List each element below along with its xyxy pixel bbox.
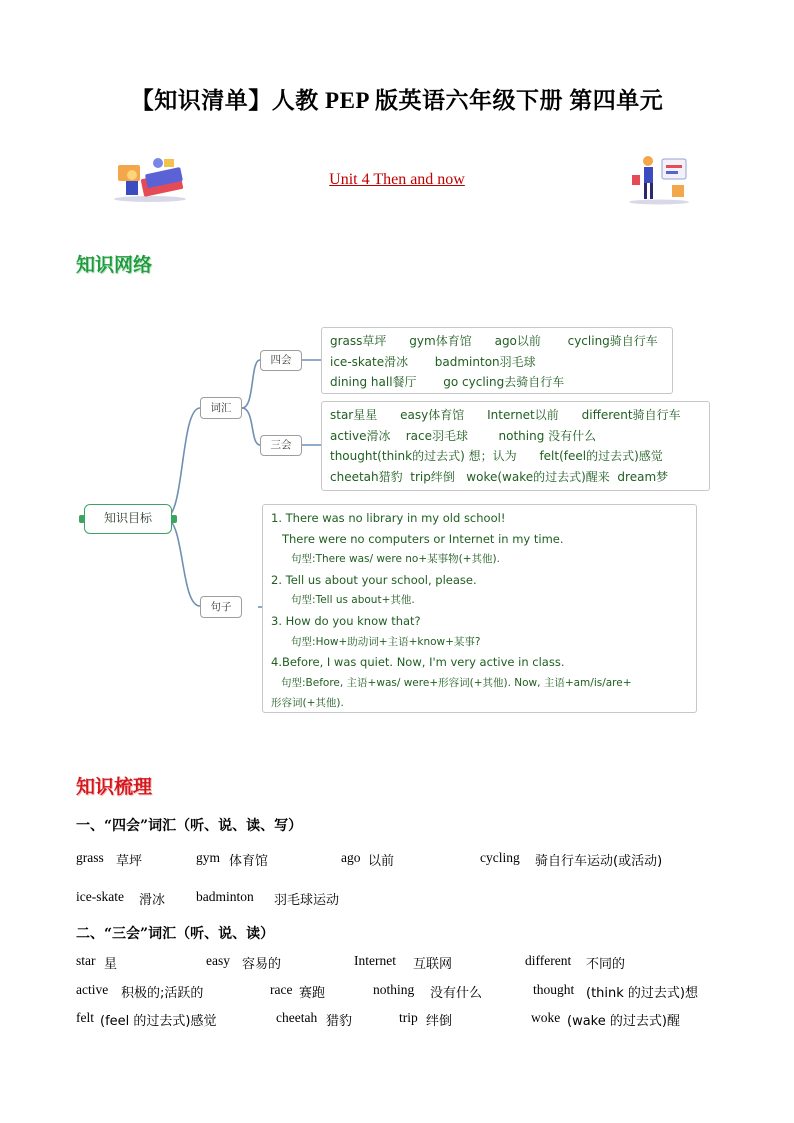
word-en: felt (76, 1010, 94, 1025)
vocab-line: star星星 easy体育馆 Internet以前 different骑自行车 (330, 408, 681, 422)
three-skills-vocab-box (321, 401, 710, 491)
sentence-line: 句型:There was/ were no+某事物(+其他). (271, 553, 500, 566)
sentence-line: 1. There was no library in my old school! (271, 511, 506, 525)
word-cn: 积极的;活跃的 (121, 986, 204, 1001)
word-cn: 绊倒 (426, 1014, 453, 1029)
sentence-line: 句型:Tell us about+其他. (271, 594, 415, 607)
vocab-label: 词汇 (210, 402, 232, 414)
mindmap-three-skills-node (260, 435, 302, 456)
word-cn: 以前 (368, 854, 395, 869)
sentence-line: 4.Before, I was quiet. Now, I'm very active in class. (271, 655, 565, 670)
vocab-line: dining hall餐厅 go cycling去骑自行车 (330, 375, 565, 389)
part2-heading: 二、“三会”词汇（听、说、读） (76, 926, 275, 942)
word-en: ice-skate (76, 889, 124, 904)
word-cn: 容易的 (242, 957, 282, 972)
word-cn: 骑自行车运动(或活动) (535, 854, 663, 869)
sentence-line: 3. How do you know that? (271, 613, 421, 628)
sentences-label: 句子 (210, 601, 232, 613)
section-heading-network: 知识网络 (76, 254, 153, 276)
word-en: nothing (373, 982, 415, 997)
vocab-line: ice-skate滑冰 badminton羽毛球 (330, 354, 536, 369)
vocab-line: grass草坪 gym体育馆 ago以前 cycling骑自行车 (330, 334, 658, 348)
sentence-line: 句型:Before, 主语+was/ were+形容词(+其他). Now, 主语+am/is/are+ (271, 676, 632, 689)
word-en: different (525, 953, 572, 968)
vocab-row (76, 1010, 736, 1032)
word-cn: (think 的过去式)想 (586, 986, 698, 1001)
vocab-line: thought(think的过去式) 想；认为 felt(feel的过去式)感觉 (330, 449, 663, 463)
mindmap-vocab-node (200, 397, 242, 419)
word-cn: 赛跑 (299, 986, 326, 1001)
word-en: Internet (354, 953, 396, 968)
vocab-row (76, 850, 736, 872)
part1-heading: 一、“四会”词汇（听、说、读、写） (76, 818, 303, 834)
word-cn: 滑冰 (139, 893, 166, 908)
mindmap-sentences-node (200, 596, 242, 618)
vocab-line: active滑冰 race羽毛球 nothing 没有什么 (330, 428, 597, 443)
sentence-line: 形容词(+其他). (271, 697, 344, 710)
vocab-row (76, 953, 736, 975)
word-en: easy (206, 953, 230, 968)
word-cn: 体育馆 (229, 854, 269, 869)
section-heading-review: 知识梳理 (76, 776, 153, 798)
word-cn: 草坪 (116, 854, 143, 869)
word-cn: (wake 的过去式)醒 (567, 1014, 680, 1029)
word-en: race (270, 982, 293, 997)
four-skills-vocab-box (321, 327, 673, 394)
word-cn: 不同的 (586, 957, 626, 972)
root-left-dot (79, 515, 85, 523)
word-en: badminton (196, 889, 254, 904)
vocab-row (76, 889, 736, 911)
word-en: cheetah (276, 1010, 318, 1025)
word-cn: 羽毛球运动 (274, 893, 340, 908)
sentence-line: 2. Tell us about your school, please. (271, 572, 477, 587)
word-cn: 猎豹 (326, 1014, 353, 1029)
four-skills-label: 四会 (270, 354, 292, 366)
sentence-patterns-box (262, 504, 697, 713)
word-cn: 星 (104, 957, 118, 972)
word-en: grass (76, 850, 104, 865)
word-en: trip (399, 1010, 418, 1025)
word-en: ago (341, 850, 361, 865)
word-en: star (76, 953, 96, 968)
word-cn: 没有什么 (430, 986, 483, 1001)
word-en: woke (531, 1010, 561, 1025)
word-en: cycling (480, 850, 520, 865)
mindmap-root-node (84, 504, 172, 534)
root-right-dot (171, 515, 177, 523)
sentence-line: 句型:How+助动词+主语+know+某事? (271, 635, 481, 648)
word-cn: (feel 的过去式)感觉 (100, 1014, 217, 1029)
sentence-line: There were no computers or Internet in my time. (271, 531, 564, 546)
mindmap-four-skills-node (260, 350, 302, 371)
word-cn: 互联网 (413, 957, 453, 972)
word-en: active (76, 982, 109, 997)
three-skills-label: 三会 (270, 439, 292, 451)
unit-subtitle: Unit 4 Then and now (329, 171, 465, 188)
vocab-line: cheetah猎豹 trip绊倒 woke(wake的过去式)醒来 dream梦 (330, 469, 669, 484)
word-en: thought (533, 982, 575, 997)
vocab-row (76, 982, 736, 1004)
page-title: 【知识清单】人教 PEP 版英语六年级下册 第四单元 (130, 88, 664, 113)
root-label: 知识目标 (103, 511, 152, 525)
word-en: gym (196, 850, 221, 865)
